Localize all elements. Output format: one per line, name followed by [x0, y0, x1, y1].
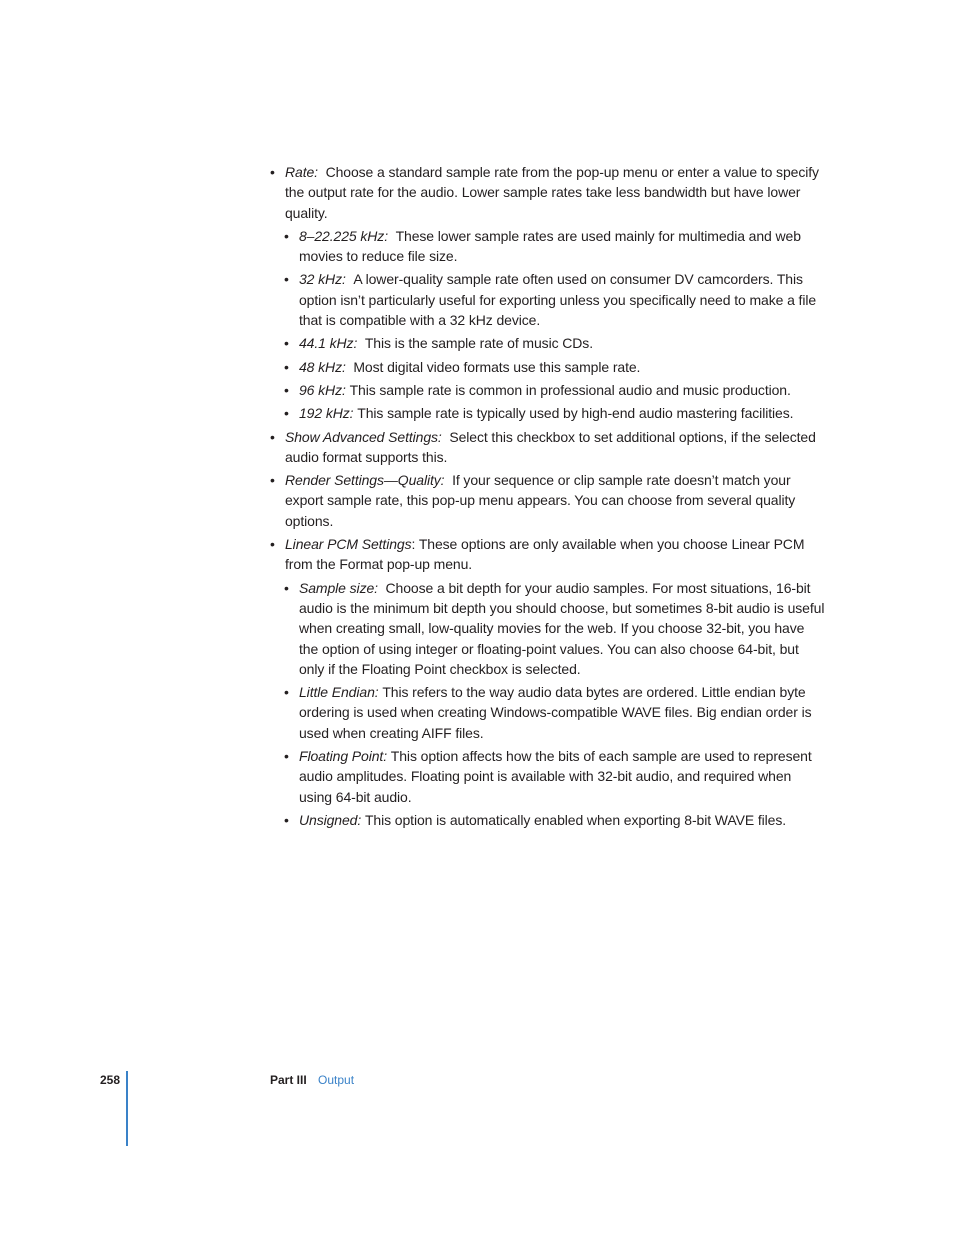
list-item-96khz [270, 380, 826, 400]
description: This sample rate is common in professional audio and music production. [349, 381, 791, 398]
description: These lower sample rates are used mainly for multimedia and web movies to reduce file size. [299, 227, 801, 265]
bullet: • [284, 811, 289, 828]
term: Unsigned: [299, 811, 362, 828]
term: 8–22.225 kHz: [299, 227, 388, 244]
bullet: • [270, 164, 275, 180]
description: Most digital video formats use this sample rate. [353, 358, 641, 375]
description: Choose a standard sample rate from the pop-up menu or enter a value to specify the output rate for the audio. Lower sample rates take less bandwidth but have lower quality. [285, 164, 819, 221]
list-item-48khz [270, 357, 826, 377]
list-item-sample-size [270, 578, 826, 679]
bullet: • [284, 358, 289, 375]
bullet: • [284, 405, 289, 422]
list-item-linear-pcm-settings [270, 534, 826, 575]
description: Select this checkbox to set additional options, if the selected audio format supports this. [285, 428, 816, 465]
list-item-8-22khz [270, 226, 826, 267]
list-item-rate [270, 162, 826, 223]
term: 32 kHz: [299, 271, 346, 288]
bullet: • [284, 579, 289, 596]
list-item-little-endian [270, 682, 826, 743]
bullet: • [270, 428, 275, 445]
term: Render Settings—Quality: [285, 472, 445, 489]
page-number: 258 [99, 1073, 120, 1087]
term: 96 kHz: [299, 381, 346, 398]
description: This is the sample rate of music CDs. [364, 335, 593, 352]
term: Show Advanced Settings: [285, 428, 442, 445]
term: Floating Point: [299, 748, 387, 765]
description: This option affects how the bits of each sample are used to represent audio amplitudes. Floating point is available with 32-bit audio, and required when using 64-bit audio. [299, 748, 812, 805]
description: This sample rate is typically used by high-end audio mastering facilities. [357, 405, 794, 422]
bullet: • [284, 335, 289, 352]
bullet: • [284, 227, 289, 244]
description: A lower-quality sample rate often used on consumer DV camcorders. This option isn’t particularly useful for exporting unless you specifically need to make a file that is compatible with a 32 kHz device. [299, 271, 817, 329]
bullet: • [270, 536, 275, 553]
term: 48 kHz: [299, 358, 346, 375]
term: Linear PCM Settings [285, 536, 412, 553]
description: This refers to the way audio data bytes are ordered. Little endian byte ordering is used when creating Windows-compatible WAVE files. Big endian order is used when creating AIFF files. [299, 684, 812, 741]
list-item-unsigned [270, 810, 826, 830]
footer-divider [126, 1071, 128, 1146]
term: Little Endian: [299, 684, 379, 701]
bullet: • [284, 381, 289, 398]
description: If your sequence or clip sample rate doesn’t match your export sample rate, this pop-up menu appears. You can choose from several quality options. [285, 472, 796, 529]
term: Sample size: [299, 579, 378, 596]
list-item-192khz [270, 403, 826, 423]
bullet: • [284, 748, 289, 765]
list-item-render-settings-quality [270, 470, 826, 531]
footer-part-label: Part III [270, 1073, 307, 1087]
list-item-floating-point [270, 746, 826, 807]
body-content [270, 162, 826, 833]
term: 192 kHz: [299, 405, 354, 422]
bullet: • [284, 684, 289, 701]
bullet: • [284, 271, 289, 288]
description: This option is automatically enabled when exporting 8-bit WAVE files. [364, 811, 787, 828]
list-item-show-advanced-settings [270, 427, 826, 468]
list-item-32khz [270, 269, 826, 330]
bullet: • [270, 472, 275, 489]
term: 44.1 kHz: [299, 335, 358, 352]
description: Choose a bit depth for your audio samples. For most situations, 16-bit audio is the minimum bit depth you should choose, but sometimes 8-bit audio is useful when creating small, low-quality movies for the web. If you choose 32-bit, you have the option of using integer or floating-point values. You can also choose 64-bit, but only if the Floating Point checkbox is selected. [299, 579, 825, 677]
description: : These options are only available when you choose Linear PCM from the Format pop-up menu. [285, 536, 805, 573]
term: Rate: [285, 164, 318, 180]
list-item-44khz [270, 333, 826, 353]
footer-section-link[interactable]: Output [318, 1073, 355, 1087]
